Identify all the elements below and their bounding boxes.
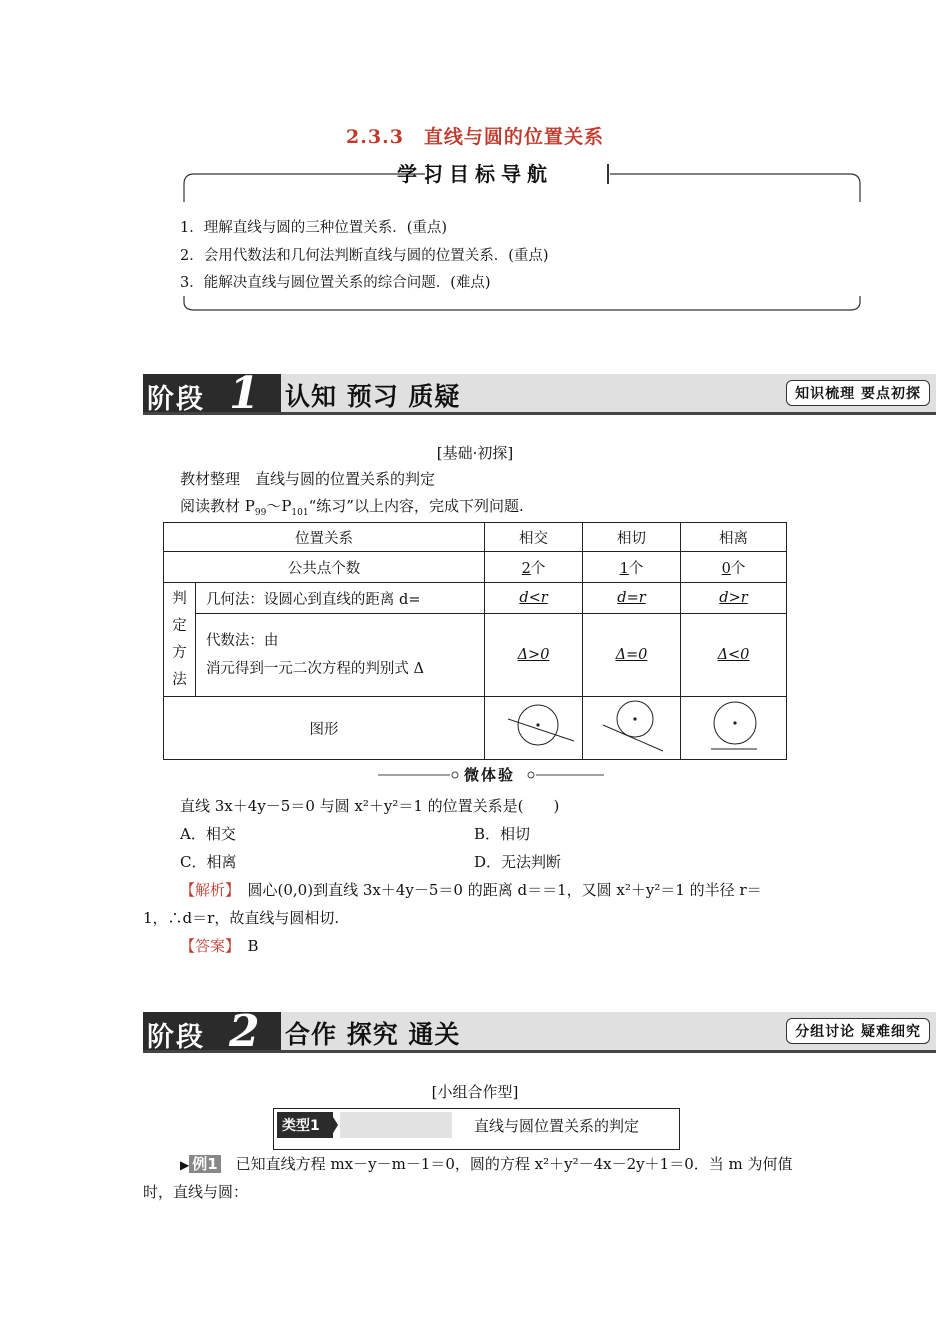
table-cell: Δ<0 <box>680 614 786 697</box>
basic-header: [基础·初探] <box>436 444 514 462</box>
goals-heading: 学习目标导航 <box>397 162 553 186</box>
table-cell: d<r <box>485 583 583 614</box>
goal-item: 2．会用代数法和几何法判断直线与圆的位置关系．(重点) <box>180 248 549 264</box>
common-point-count: 2 <box>521 560 531 577</box>
example-line-1 <box>180 1153 793 1174</box>
table-header: 相离 <box>680 523 786 552</box>
table-cell <box>583 552 681 583</box>
method-char: 方 <box>172 644 187 661</box>
stage-2-banner <box>143 1006 936 1057</box>
table-header: 位置关系 <box>164 523 485 552</box>
answer-value: B <box>232 937 259 955</box>
circle-separate-diagram <box>683 697 783 755</box>
common-point-count: 0 <box>721 560 731 577</box>
table-cell: Δ=0 <box>583 614 681 697</box>
example-label: 例1 <box>189 1155 220 1173</box>
type-box <box>273 1108 680 1150</box>
figure-tangent <box>583 697 681 760</box>
stage-2-tag: 分组讨论 疑难细究 <box>786 1018 930 1044</box>
option-b: B．相切 <box>474 825 531 843</box>
stage-1-label: 阶段 <box>147 384 205 415</box>
goal-item: 3．能解决直线与圆位置关系的综合问题．(难点) <box>180 275 491 291</box>
method-label <box>164 583 196 697</box>
table-cell <box>485 552 583 583</box>
stage-2-title: 合作 探究 通关 <box>285 1020 461 1049</box>
figure-separate <box>680 697 786 760</box>
micro-question: 直线 3x＋4y－5＝0 与圆 x²＋y²＝1 的位置关系是( ) <box>180 797 560 815</box>
analysis-label: 【解析】 <box>180 881 233 899</box>
unit: 个 <box>730 560 746 577</box>
geometric-method-label: 几何法：设圆心到直线的距离 d= <box>195 583 484 614</box>
type-label: 类型1 <box>282 1118 320 1134</box>
group-header: [小组合作型] <box>431 1083 519 1101</box>
table-header: 相切 <box>583 523 681 552</box>
example-text: 已知直线方程 mx－y－m－1＝0，圆的方程 x²＋y²－4x－2y＋1＝0．当 m 为何值 <box>220 1155 793 1173</box>
page-sub-start: 99 <box>254 508 267 518</box>
common-point-count: 1 <box>619 560 629 577</box>
reading-part: 阅读教材 P <box>180 497 255 515</box>
algebraic-method-label <box>195 614 484 697</box>
row-label: 公共点个数 <box>164 552 485 583</box>
table-cell: d>r <box>680 583 786 614</box>
example-arrow-icon: ▶ <box>180 1158 190 1172</box>
figure-row-label: 图形 <box>164 697 485 760</box>
stage-1-tag: 知识梳理 要点初探 <box>786 380 930 406</box>
reading-part: ～P <box>266 497 292 515</box>
table-cell: d=r <box>583 583 681 614</box>
goal-item: 1．理解直线与圆的三种位置关系．(重点) <box>180 220 448 236</box>
type-title: 直线与圆位置关系的判定 <box>474 1117 640 1135</box>
option-c: C．相离 <box>180 853 237 871</box>
stage-2-number: 2 <box>229 1006 260 1057</box>
algebraic-line: 代数法：由 <box>205 633 279 649</box>
type-label-arrow <box>330 1112 454 1138</box>
analysis-text: 圆心(0,0)到直线 3x＋4y－5＝0 的距离 d＝＝1，又圆 x²＋y²＝1 的半径 r＝ <box>232 881 762 899</box>
method-char: 判 <box>172 590 187 607</box>
reading-instruction <box>180 495 524 518</box>
option-a: A．相交 <box>180 825 236 843</box>
table-header: 相交 <box>485 523 583 552</box>
stage-1-number: 1 <box>229 368 260 419</box>
stage-1-banner <box>143 368 936 419</box>
option-d: D．无法判断 <box>474 853 562 871</box>
unit: 个 <box>530 560 546 577</box>
analysis-line-2: 1，∴d＝r，故直线与圆相切. <box>143 909 340 927</box>
basic-topic: 教材整理 直线与圆的位置关系的判定 <box>180 470 436 488</box>
circle-tangent-diagram <box>583 697 679 755</box>
unit: 个 <box>628 560 644 577</box>
figure-intersect <box>485 697 583 760</box>
table-cell: Δ>0 <box>485 614 583 697</box>
algebraic-line: 消元得到一元二次方程的判别式 Δ <box>205 661 425 677</box>
answer-line <box>180 935 259 956</box>
table-cell <box>680 552 786 583</box>
answer-label: 【答案】 <box>180 937 233 955</box>
section-title: 2.3.3 直线与圆的位置关系 <box>346 126 604 148</box>
stage-2-label: 阶段 <box>147 1022 205 1053</box>
page-sub-end: 101 <box>291 508 309 518</box>
method-char: 定 <box>172 617 187 634</box>
method-char: 法 <box>172 671 187 688</box>
circle-intersect-diagram <box>486 697 582 755</box>
position-relation-table <box>163 522 787 760</box>
analysis-line-1 <box>180 879 762 900</box>
example-line-2: 时，直线与圆： <box>143 1183 249 1201</box>
stage-1-title: 认知 预习 质疑 <box>285 382 461 411</box>
micro-heading: 微体验 <box>464 766 516 784</box>
reading-part: “练习”以上内容，完成下列问题. <box>308 497 524 515</box>
